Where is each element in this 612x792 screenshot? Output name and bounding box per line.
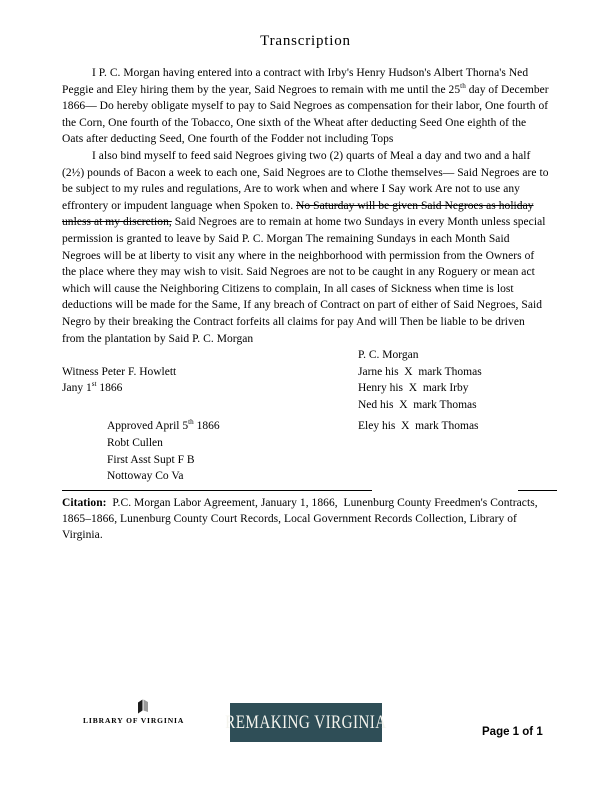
signature-row bbox=[62, 452, 549, 469]
signature-row bbox=[62, 418, 549, 435]
library-of-virginia-logo bbox=[83, 699, 183, 725]
signature-row bbox=[62, 397, 549, 414]
signature-row bbox=[62, 380, 549, 397]
remaking-virginia-label: REMAKING VIRGINIA bbox=[225, 711, 387, 733]
separator-segment-left bbox=[62, 490, 372, 492]
signature-left-cell: Approved April 5th 1866 bbox=[107, 418, 220, 433]
signature-left-cell: First Asst Supt F B bbox=[107, 453, 195, 466]
signature-left-cell: Nottoway Co Va bbox=[107, 470, 184, 483]
signature-right-cell: Henry his X mark Irby bbox=[358, 382, 469, 395]
signature-row bbox=[62, 468, 549, 485]
signature-right-cell bbox=[358, 435, 549, 452]
signature-left-cell: Witness Peter F. Howlett bbox=[62, 365, 177, 378]
remaking-virginia-banner bbox=[225, 703, 387, 742]
book-icon bbox=[136, 699, 150, 714]
paragraph-conditions: I also bind myself to feed said Negroes giving two (2) quarts of Meal a day and two and a half (2½) pounds of Bacon a week to each one, Said Negroes are to Clothe themselves— Said Negroes are to be subject to my rules and regulations, Are to work when and where I Say work Are not to use any effrontery or impudent language when Spoken to. No Saturday will be given Said Negroes as holiday unless at my discretion, Said Negroes are to remain at home two Sundays in every Month unless special permission is granted to leave by Said P. C. Morgan The remaining Sundays in each Month Said Negroes will be at liberty to visit any where in the neighborhood with permission from the Owners of the place where they may wish to visit. Said Negroes are not to be caught in any Roguery or mean act which will cause the Neighboring Citizens to complain, In all cases of Sickness when time is lost deductions will be made for the Same, If any breach of Contract on part of either of Said Negroes, Said Negro by their breaking the Contract forfeits all claims for pay And will Then be liable to be driven from the plantation by Said P. C. Morgan bbox=[62, 149, 549, 345]
signature-row bbox=[62, 364, 549, 381]
page-number: Page 1 of 1 bbox=[482, 726, 543, 738]
signature-row bbox=[62, 347, 549, 364]
signature-right-cell: Ned his X mark Thomas bbox=[358, 398, 477, 411]
signature-right-cell: Jarne his X mark Thomas bbox=[358, 365, 482, 378]
signature-block bbox=[62, 347, 549, 485]
citation-text: P.C. Morgan Labor Agreement, January 1, 1866, Lunenburg County Freedmen's Contracts, 1865–1866, Lunenburg County Court Records, Local Government Records Collection, Library of Virginia. bbox=[62, 496, 541, 542]
document-content bbox=[62, 33, 549, 543]
citation bbox=[62, 495, 549, 544]
signature-left-cell bbox=[62, 397, 358, 414]
signature-right-cell: P. C. Morgan bbox=[358, 349, 419, 362]
signature-left-cell: Jany 1st 1866 bbox=[62, 380, 123, 395]
library-of-virginia-label: LIBRARY OF VIRGINIA bbox=[83, 716, 185, 725]
signature-row bbox=[62, 435, 549, 452]
signature-left-cell: Robt Cullen bbox=[107, 437, 163, 450]
signature-right-cell bbox=[358, 468, 549, 485]
separator-segment-right bbox=[518, 490, 557, 492]
citation-separator-line bbox=[62, 490, 549, 493]
citation-label: Citation: bbox=[62, 496, 107, 509]
paragraph-contract-terms: I P. C. Morgan having entered into a contract with Irby's Henry Hudson's Albert Thorna's Ned Peggie and Eley hiring them by the year, Said Negroes to remain with me until the 25th day of December 1866— Do hereby obligate myself to pay to Said Negroes as compensation for their labor, One fourth of the Corn, One fourth of the Tobacco, One sixth of the Wheat after deducting Seed One eighth of the Oats after deducting Seed, One fourth of the Fodder not including Tops bbox=[62, 67, 549, 146]
signature-right-cell: Eley his X mark Thomas bbox=[358, 420, 479, 433]
signature-right-cell bbox=[358, 452, 549, 469]
signature-left-cell bbox=[62, 347, 358, 364]
page-title: Transcription bbox=[260, 33, 351, 49]
